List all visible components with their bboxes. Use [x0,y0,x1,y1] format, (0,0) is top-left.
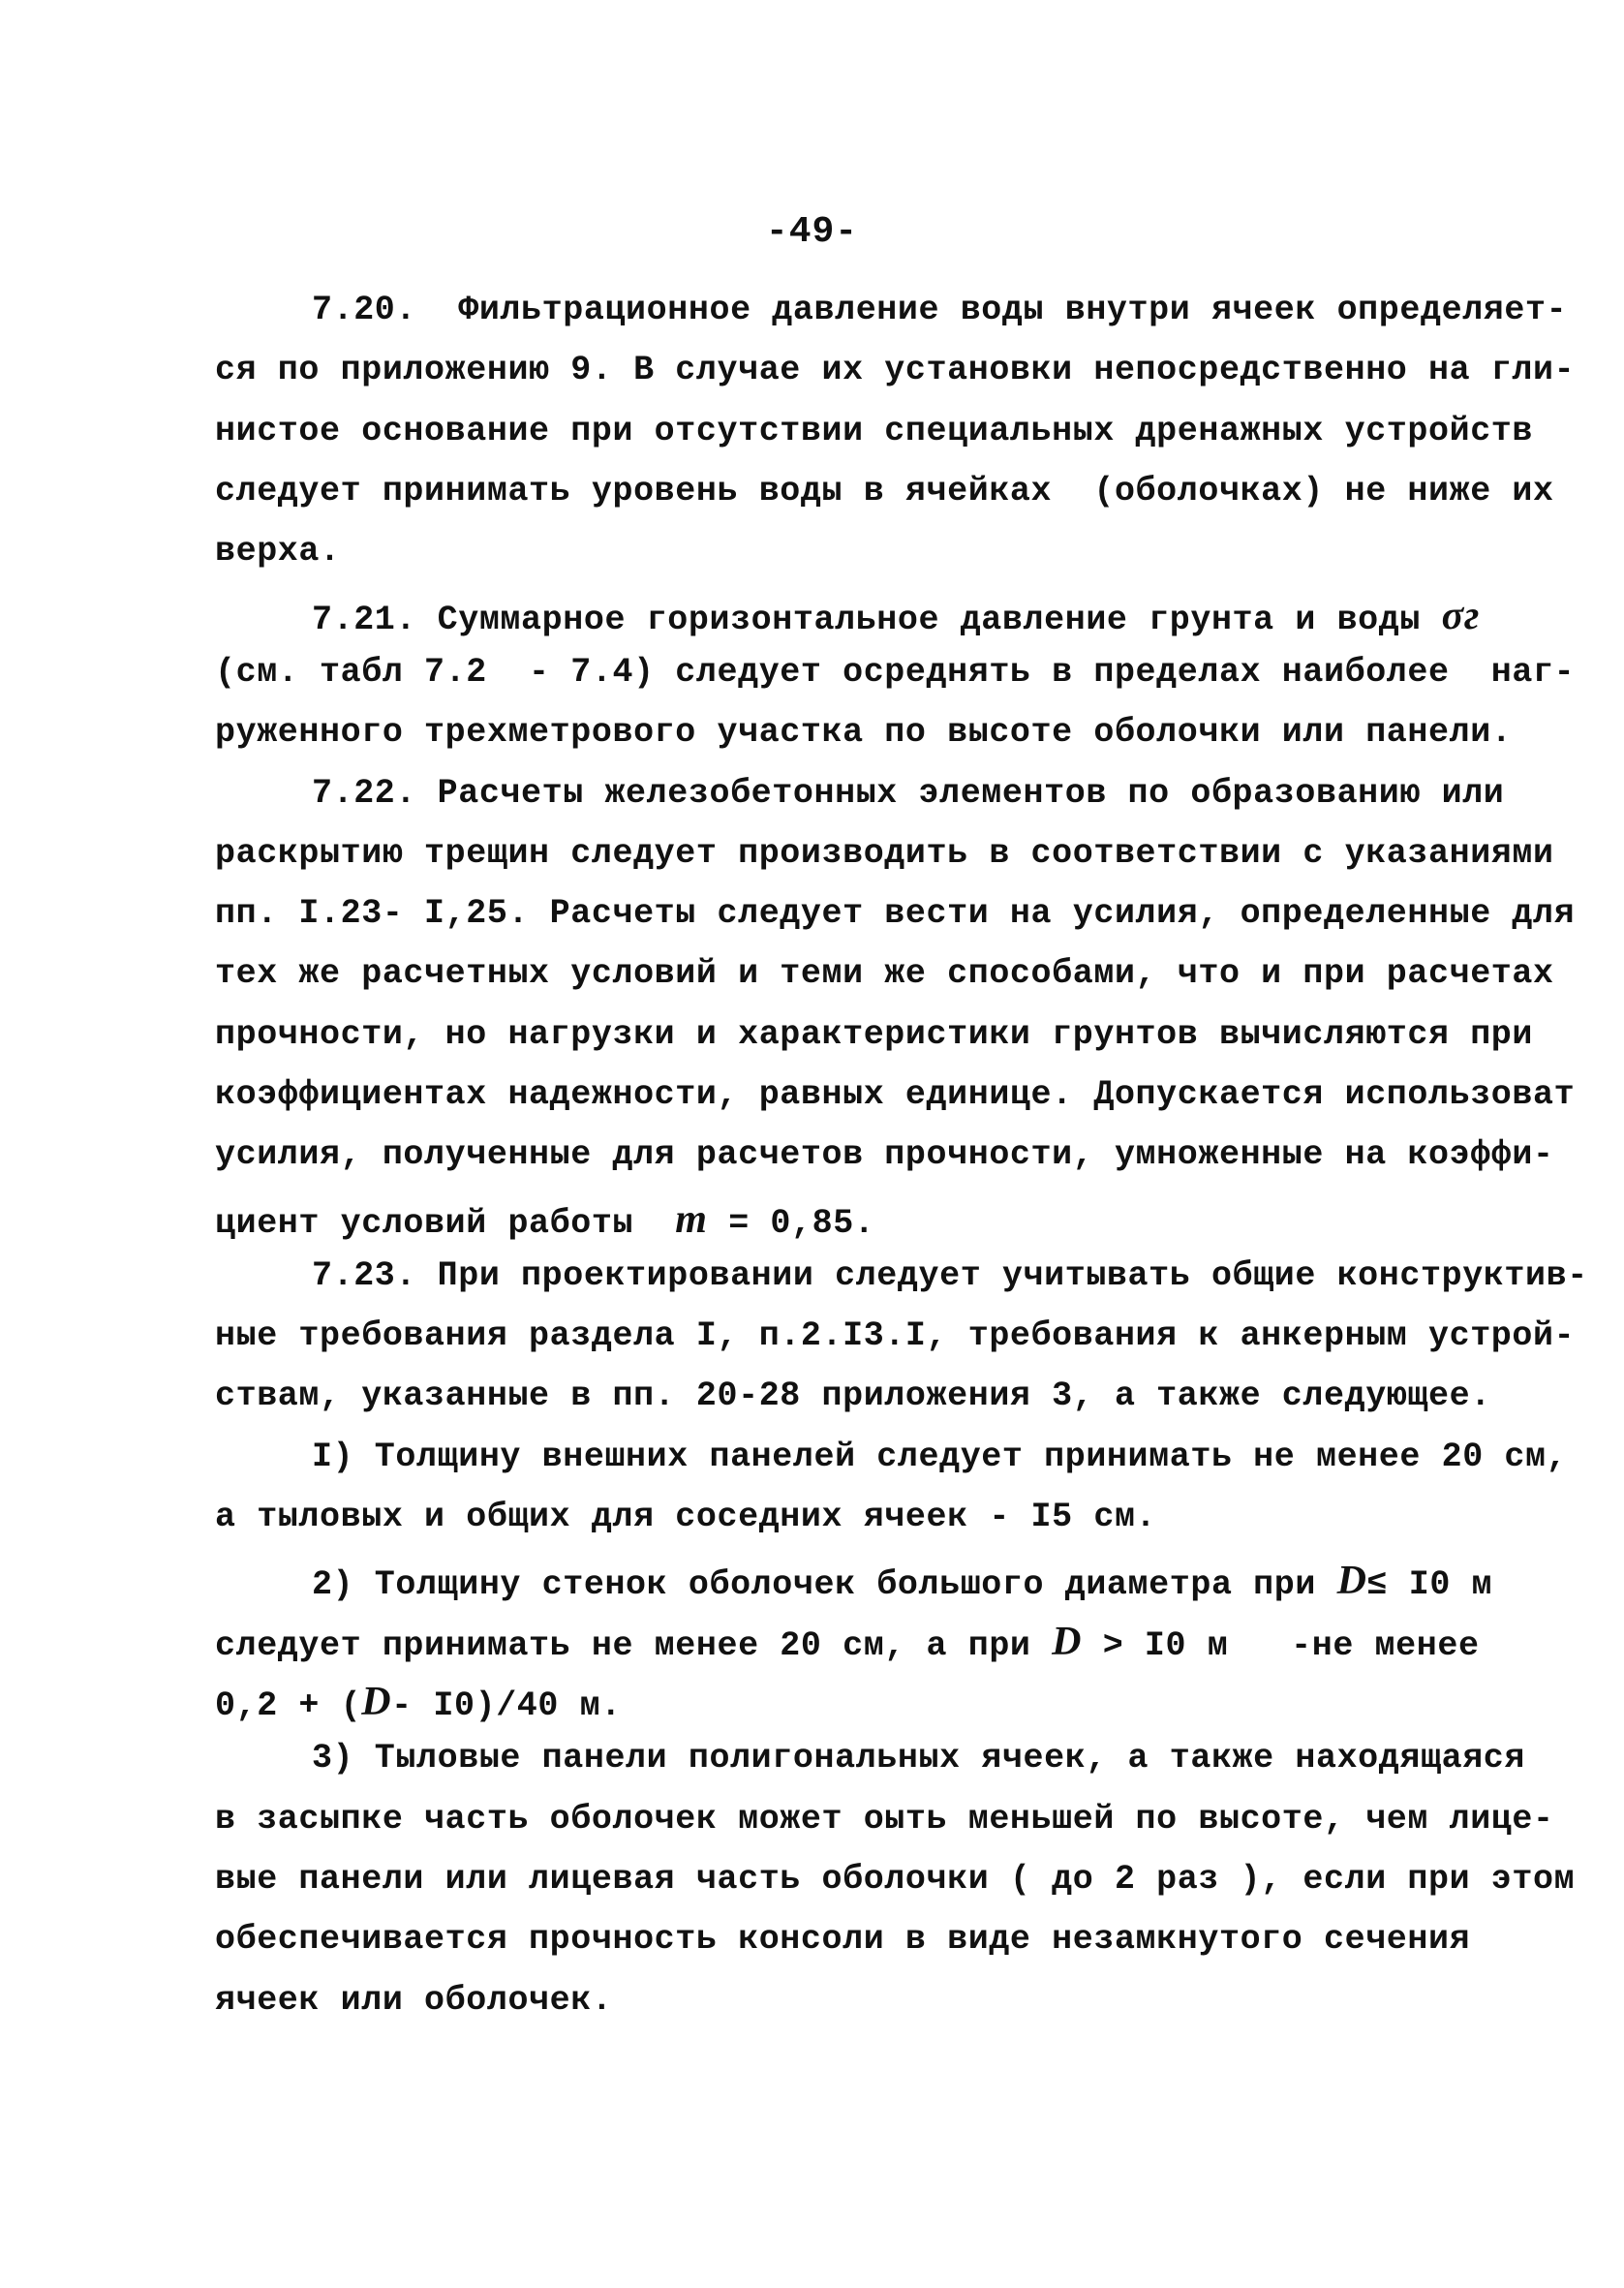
text-line: ствам, указанные в пп. 20-28 приложения 3, а также следующее. [215,1376,1491,1415]
text-run: циент условий работы [215,1204,634,1243]
text-line: тех же расчетных условий и теми же способами, что и при расчетах [215,954,1554,993]
text-line: ячеек или оболочек. [215,1981,613,2020]
text-run: - I0)/40 м. [391,1686,622,1725]
text-run: 7.21. Суммарное горизонтальное давление грунта и воды [312,601,1421,639]
text-line [312,593,1480,639]
text-line [215,1619,1480,1665]
d-symbol: D [361,1680,392,1724]
text-line: коэффициентах надежности, равных единице. Допускается использоват [215,1075,1576,1114]
text-line: в засыпке часть оболочек может оыть меньшей по высоте, чем лице- [215,1800,1554,1839]
d-symbol: D [1052,1620,1083,1664]
text-line: прочности, но нагрузки и характеристики грунтов вычисляются при [215,1015,1534,1054]
text-line: 7.23. При проектировании следует учитывать общие конструктив- [312,1256,1588,1295]
text-run: ≤ I0 м [1366,1565,1493,1604]
text-line: ся по приложению 9. В случае их установки непосредственно на гли- [215,351,1576,389]
text-line: раскрытию трещин следует производить в соответствии с указаниями [215,834,1554,873]
text-run: следует принимать не менее 20 см, а при [215,1626,1031,1665]
text-line: пп. I.23- I,25. Расчеты следует вести на усилия, определенные для [215,894,1576,933]
text-run: = 0,85. [728,1204,875,1243]
text-line: вые панели или лицевая часть оболочки ( до 2 раз ), если при этом [215,1860,1576,1899]
text-line: (см. табл 7.2 - 7.4) следует осреднять в пределах наиболее наг- [215,653,1576,692]
text-run: 0,2 + ( [215,1686,362,1725]
text-line: обеспечивается прочность консоли в виде незамкнутого сечения [215,1920,1471,1959]
text-line: I) Толщину внешних панелей следует принимать не менее 20 см, [312,1438,1568,1476]
text-line: руженного трехметрового участка по высоте оболочки или панели. [215,713,1513,752]
text-line: нистое основание при отсутствии специальных дренажных устройств [215,412,1534,450]
text-line [215,1679,622,1725]
text-line: 3) Тыловые панели полигональных ячеек, а также находящаяся [312,1739,1525,1778]
text-line: следует принимать уровень воды в ячейках (оболочках) не ниже их [215,472,1554,510]
text-line [312,1558,1492,1604]
text-line [215,1196,874,1243]
text-line: 7.22. Расчеты железобетонных элементов по образованию или [312,774,1505,813]
text-run: > I0 м -не менее [1102,1626,1480,1665]
text-line: верха. [215,532,341,571]
text-line: ные требования раздела I, п.2.I3.I, требования к анкерным устрой- [215,1316,1576,1355]
text-line: а тыловых и общих для соседних ячеек - I5 см. [215,1498,1157,1536]
m-symbol: m [675,1197,708,1242]
d-symbol: D [1336,1559,1367,1603]
text-line: 7.20. Фильтрационное давление воды внутри ячеек определяет- [312,291,1568,329]
page-number: -49- [765,211,859,253]
text-line: усилия, полученные для расчетов прочности, умноженные на коэффи- [215,1135,1554,1174]
sigma-symbol: σг [1441,594,1480,638]
text-run: 2) Толщину стенок оболочек большого диаметра при [312,1565,1316,1604]
